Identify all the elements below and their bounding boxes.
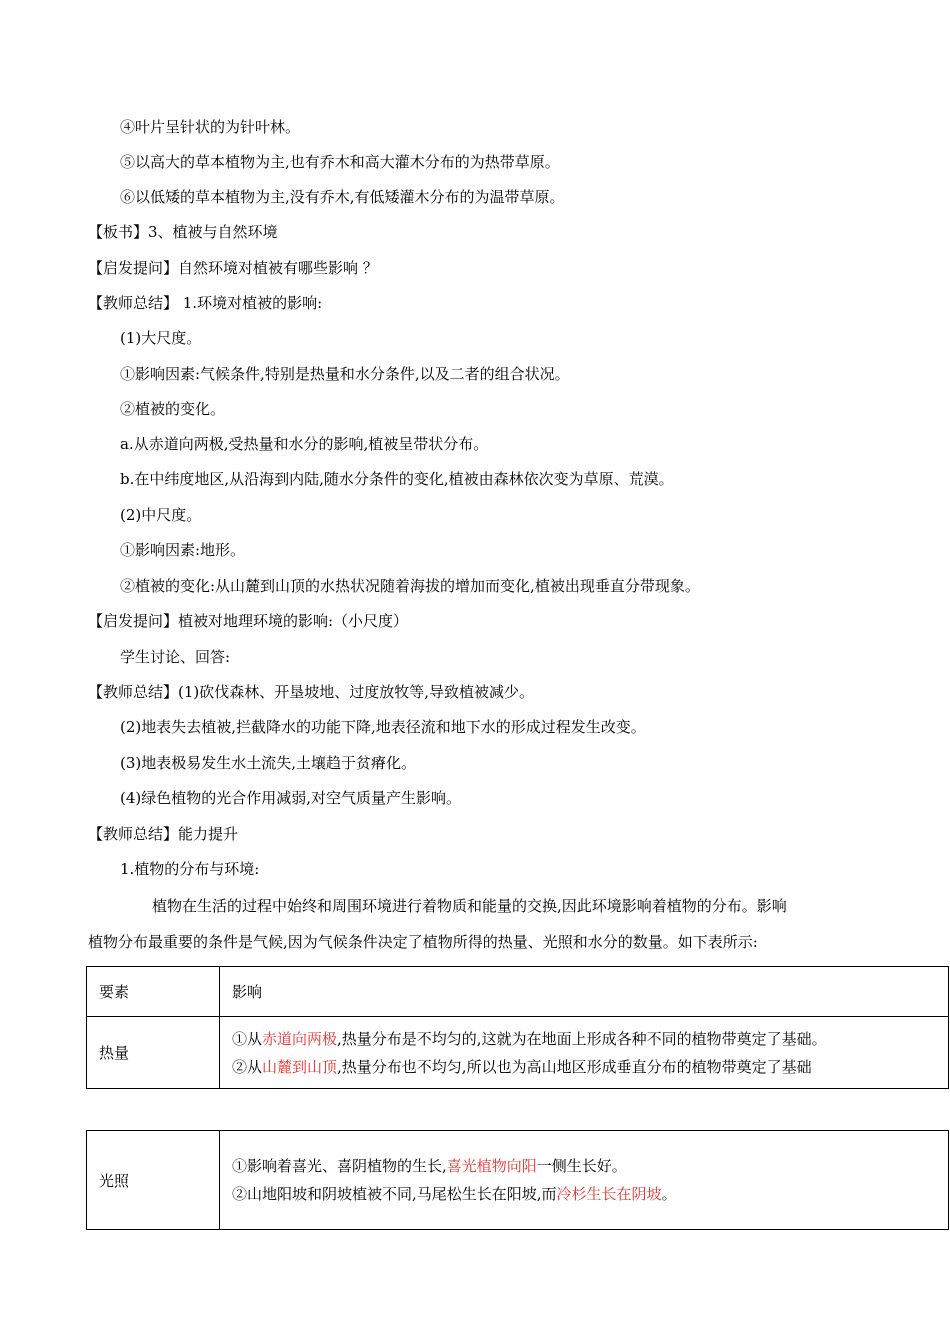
table-row [87,1131,949,1230]
text-line: ②植被的变化:从山麓到山顶的水热状况随着海拔的增加而变化,植被出现垂直分带现象。 [120,577,700,595]
factor-cell: 光照 [87,1131,220,1230]
text-line: ①影响因素:地形。 [120,541,246,559]
text-line: 植物分布最重要的条件是气候,因为气候条件决定了植物所得的热量、光照和水分的数量。如下表所示: [88,933,758,951]
impact-cell [220,1017,949,1089]
text-line: 1.植物的分布与环境: [120,860,260,878]
text-line: ⑥以低矮的草本植物为主,没有乔木,有低矮灌木分布的为温带草原。 [120,188,565,206]
text-span: ②从 [232,1057,263,1076]
impact-cell [220,1131,949,1230]
highlight-span: 冷杉生长在阴坡 [556,1185,662,1203]
header-factor: 要素 [87,967,220,1017]
impact-line [232,1184,948,1204]
text-line: 【板书】3、植被与自然环境 [88,223,278,241]
table-row [87,1017,949,1089]
text-line: a.从赤道向两极,受热量和水分的影响,植被呈带状分布。 [120,435,489,453]
factor-cell: 热量 [87,1017,220,1089]
text-line: 【教师总结】 1.环境对植被的影响: [88,294,323,312]
text-line: (2)中尺度。 [120,506,202,524]
text-span: ①影响着喜光、喜阴植物的生长, [232,1157,447,1175]
text-line: 植物在生活的过程中始终和周围环境进行着物质和能量的交换,因此环境影响着植物的分布。影响 [152,897,787,915]
text-span: 。 [661,1185,677,1203]
text-line: 【教师总结】能力提升 [88,825,239,843]
impact-line [232,1156,948,1176]
text-span: ②山地阳坡和阴坡植被不同,马尾松生长在阳坡,而 [232,1185,557,1203]
table-header-row [87,967,949,1017]
impact-line [232,1057,948,1077]
text-line: ⑤以高大的草本植物为主,也有乔木和高大灌木分布的为热带草原。 [120,153,560,171]
factor-table-2 [86,1130,949,1230]
text-line: ②植被的变化。 [120,400,226,418]
text-line: 学生讨论、回答: [120,648,231,666]
text-line: 【启发提问】植被对地理环境的影响:（小尺度） [88,612,409,630]
text-line: 【启发提问】自然环境对植被有哪些影响 ？ [88,259,378,277]
text-span: 一侧生长好。 [536,1157,627,1175]
text-line: b.在中纬度地区,从沿海到内陆,随水分条件的变化,植被由森林依次变为草原、荒漠。 [120,470,674,488]
text-line: (4)绿色植物的光合作用减弱,对空气质量产生影响。 [120,789,462,807]
text-span: ,热量分布是不均匀的,这就为在地面上形成各种不同的植物带奠定了基础。 [337,1029,827,1048]
factor-table-1 [86,966,949,1089]
text-line: ④叶片呈针状的为针叶林。 [120,118,301,136]
highlight-span: 喜光植物向阳 [446,1157,537,1175]
highlight-span: 山麓到山顶 [262,1057,338,1076]
text-line: (1)大尺度。 [120,329,202,347]
text-line: (2)地表失去植被,拦截降水的功能下降,地表径流和地下水的形成过程发生改变。 [120,718,646,736]
impact-line [232,1029,948,1049]
text-line: ①影响因素:气候条件,特别是热量和水分条件,以及二者的组合状况。 [120,365,570,383]
highlight-span: 赤道向两极 [262,1029,338,1048]
header-impact: 影响 [220,967,949,1017]
text-line: (3)地表极易发生水土流失,土壤趋于贫瘠化。 [120,754,417,772]
text-span: ①从 [232,1029,263,1048]
text-line: 【教师总结】(1)砍伐森林、开垦坡地、过度放牧等,导致植被减少。 [88,683,535,701]
text-span: ,热量分布也不均匀,所以也为高山地区形成垂直分布的植物带奠定了基础 [337,1057,812,1076]
